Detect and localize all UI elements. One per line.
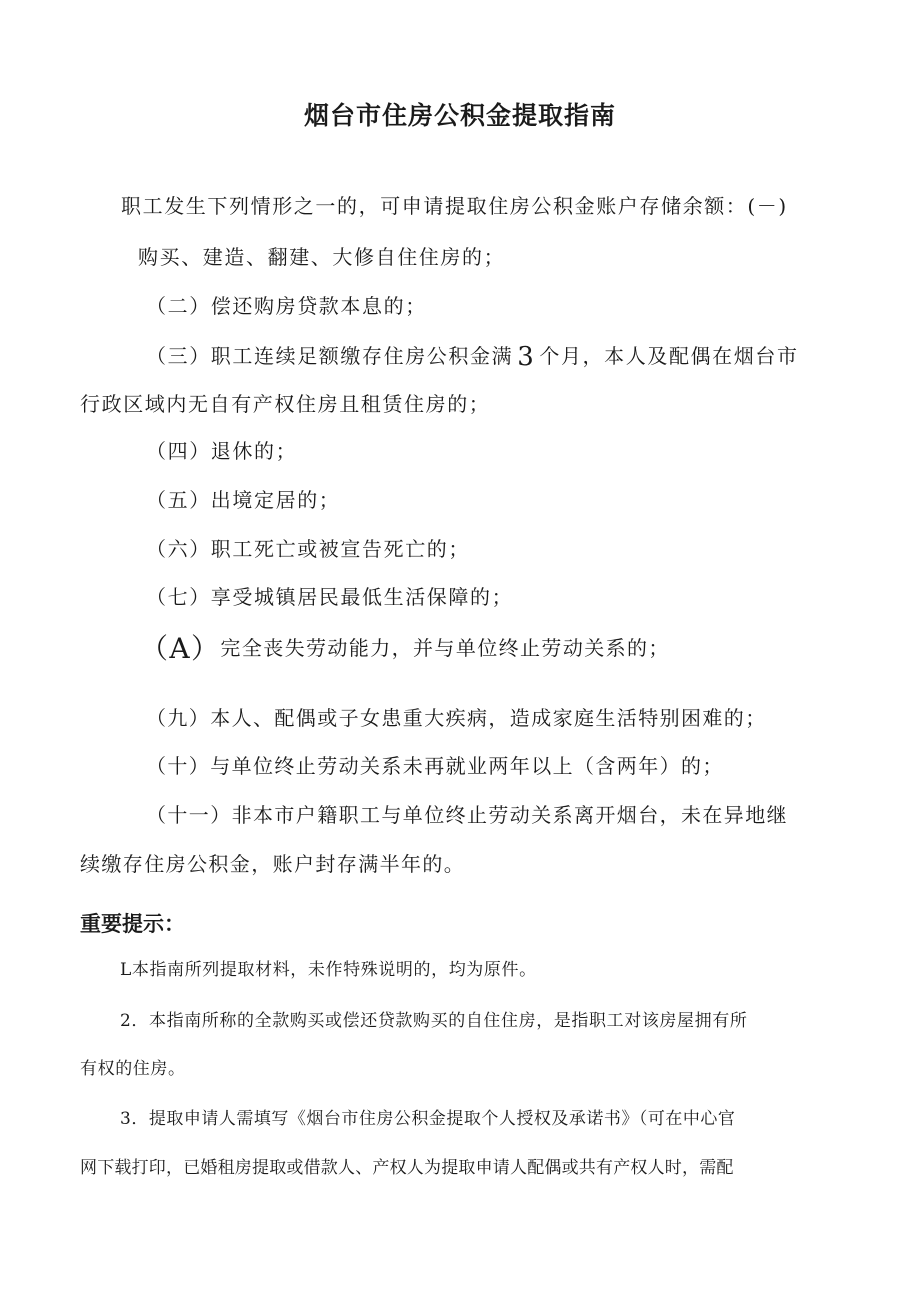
- item-3-number: 3: [517, 342, 536, 372]
- item-3-text-a: （三）职工连续足额缴存住房公积金满: [146, 344, 514, 368]
- note-2-line-1: 2．本指南所称的全款购买或偿还贷款购买的自住住房，是指职工对该房屋拥有所: [120, 1011, 748, 1031]
- item-10: （十）与单位终止劳动关系未再就业两年以上（含两年）的；: [146, 754, 724, 778]
- item-11-line-2: 续缴存住房公积金，账户封存满半年的。: [80, 852, 466, 876]
- item-1: 购买、建造、翻建、大修自住住房的；: [138, 245, 506, 269]
- item-11-line-1: （十一）非本市户籍职工与单位终止劳动关系离开烟台，未在异地继: [146, 803, 788, 827]
- note-2-line-2: 有权的住房。: [80, 1059, 186, 1079]
- item-5: （五）出境定居的；: [146, 488, 341, 512]
- notes-heading: 重要提示：: [80, 912, 185, 936]
- item-9: （九）本人、配偶或子女患重大疾病，造成家庭生活特别困难的；: [146, 706, 767, 730]
- item-3-text-b: 个月，本人及配偶在烟台市: [539, 344, 799, 368]
- item-6: （六）职工死亡或被宣告死亡的；: [146, 537, 470, 561]
- item-2: （二）偿还购房贷款本息的；: [146, 294, 427, 318]
- item-7: （七）享受城镇居民最低生活保障的；: [146, 585, 514, 609]
- document-title: 烟台市住房公积金提取指南: [303, 101, 616, 130]
- item-3-line-1: [146, 342, 799, 371]
- item-8-text: 完全丧失劳动能力，并与单位终止劳动关系的；: [220, 636, 670, 660]
- item-4: （四）退休的；: [146, 439, 298, 463]
- item-8: [140, 634, 670, 663]
- note-3-line-1: 3．提取申请人需填写《烟台市住房公积金提取个人授权及承诺书》（可在中心官: [120, 1109, 736, 1129]
- item-3-line-2: 行政区域内无自有产权住房且租赁住房的；: [80, 392, 491, 416]
- item-8-marker: （A）: [140, 632, 221, 665]
- intro-line-1: 职工发生下列情形之一的，可申请提取住房公积金账户存储余额：(－): [121, 194, 788, 218]
- note-3-line-2: 网下载打印，已婚租房提取或借款人、产权人为提取申请人配偶或共有产权人时，需配: [80, 1158, 734, 1178]
- note-1: L本指南所列提取材料，未作特殊说明的，均为原件。: [120, 960, 537, 980]
